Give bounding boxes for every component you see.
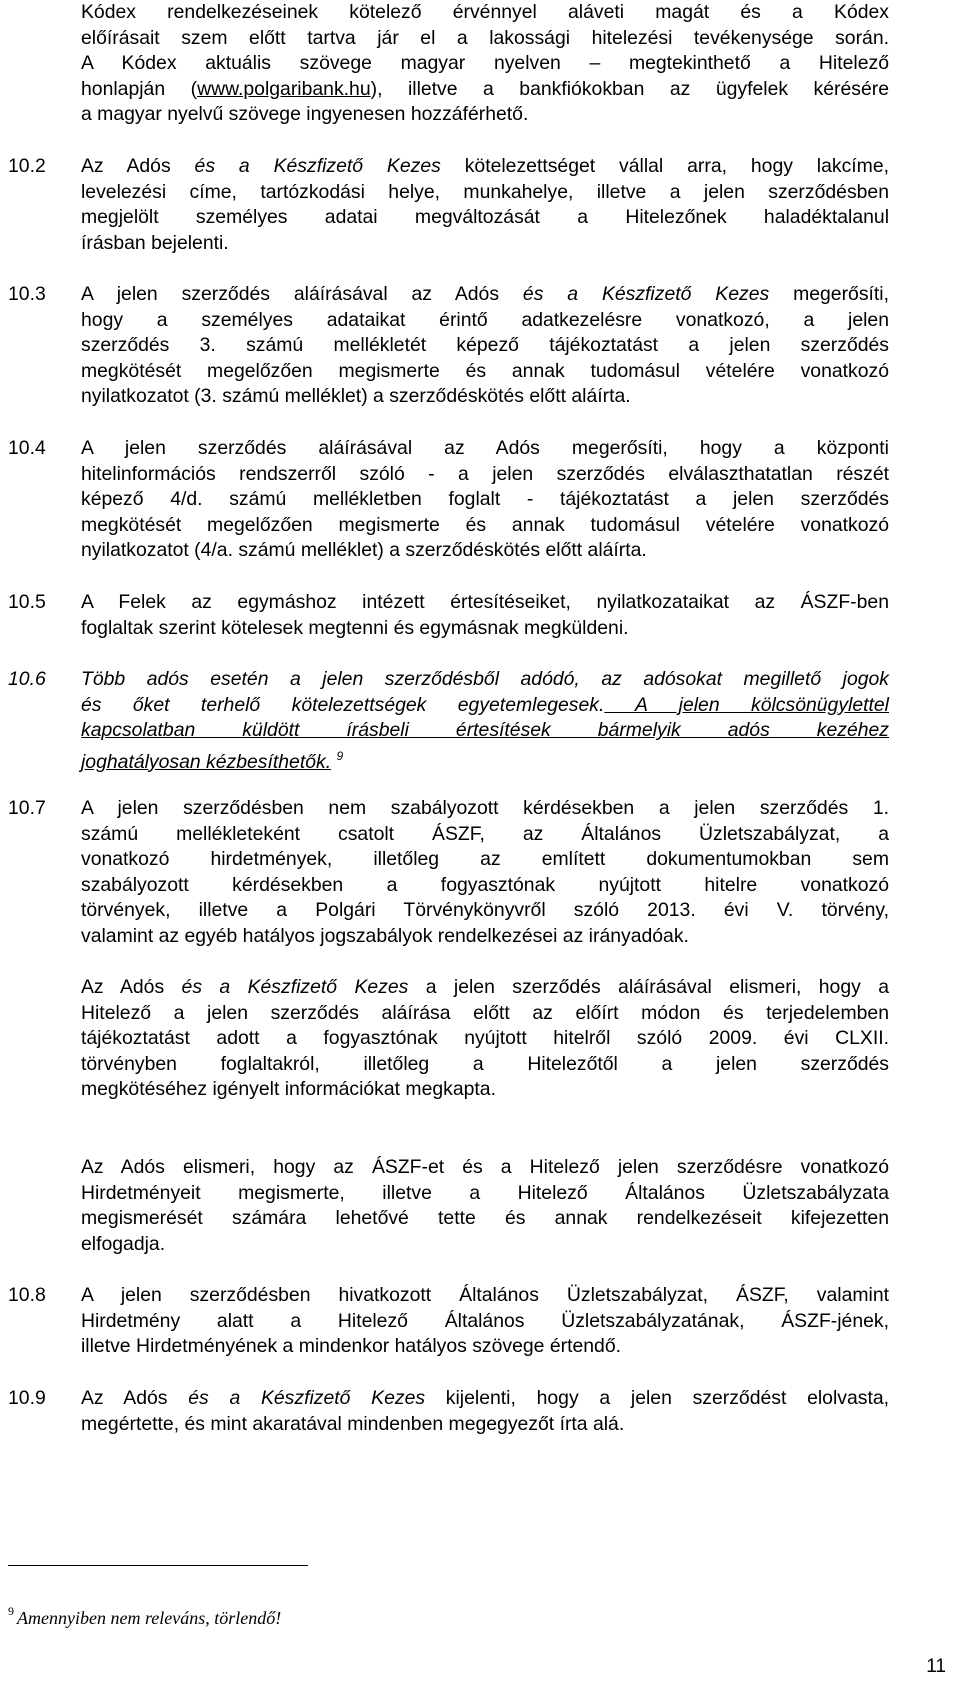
section-10-7-paragraph-3: Az Adós elismeri, hogy az ÁSZF-et és a Hitelező jelen szerződésre vonatkozó Hirdetményeit megismerte, illetve a Hitelező Általános Üzletszabályzata megismerését számára lehetővé tette és annak rendelkezéseit kifejezetten elfogadja. [81,1156,889,1255]
section-number: 10.6 [8,668,46,690]
section-10-3: 10.3 A jelen szerződés aláírásával az Adós és a Készfizető Kezes megerősíti, hogy a személyes adataikat érintő adatkezelésre vonatkozó, a jelen szerződés 3. számú mellékletét képező tájékoztatást a jelen szerződés megkötését megelőzően megismerte és annak tudomásul vételére vonatkozó nyilatkozatot (3. számú melléklet) a szerződéskötés előtt aláírta. [8,283,889,408]
bank-website-link[interactable]: www.polgaribank. [197,77,350,100]
page-number: 11 [926,1656,946,1677]
section-10-2: 10.2 Az Adós és a Készfizető Kezes kötelezettséget vállal arra, hogy lakcíme, levelezési címe, tartózkodási helye, munkahelye, illetve a jelen szerződésben megjelölt személyes adatai megváltozását a Hitelezőnek haladéktalanul írásban bejelenti. [8,155,890,254]
footnote-text: Amennyiben nem releváns, törlendő! [17,1608,282,1628]
intro-paragraph [81,0,889,128]
section-10-7-paragraph-2: Az Adós és a Készfizető Kezes a jelen szerződés aláírásával elismeri, hogy a Hitelező a jelen szerződés aláírása előtt az előírt módon és terjedelemben tájékoztatást adott a fogyasztónak nyújtott hitelről szóló 2009. évi CLXII. törvényben foglaltakról, illetőleg a Hitelezőtől a jelen szerződés megkötéséhez igényelt információkat megkapta. [81,976,889,1101]
bank-website-link-tld[interactable]: hu [349,77,371,100]
section-10-6: 10.6 Több adós esetén a jelen szerződésből adódó, az adósokat megillető jogok és őket terhelő kötelezettségek egyetemlegesek. A jelen kölcsönügylettel kapcsolatban küldött írásbeli értesítések bármelyik adós kezéhez joghatályosan kézbesíthetők. $^9$ [8,668,889,773]
footnote-mark: 9 [8,1604,14,1618]
section-10-4: 10.4 A jelen szerződés aláírásával az Adós megerősíti, hogy a központi hitelinformációs rendszerről szóló - a jelen szerződés elválaszthatatlan részét képező 4/d. számú mellékletben foglalt - tájékoztatást a jelen szerződés megkötését megelőzően megismerte és annak tudomásul vételére vonatkozó nyilatkozatot (4/a. számú melléklet) a szerződéskötés előtt aláírta. [8,437,889,562]
section-10-7: 10.7 A jelen szerződésben nem szabályozott kérdésekben a jelen szerződés 1. számú mellékleteként csatolt ÁSZF, az Általános Üzletszabályzat, a vonatkozó hirdetmények, illetőleg az említett dokumentumokban sem szabályozott kérdésekben a fogyasztónak nyújtott hitelre vonatkozó törvények, illetve a Polgári Törvénykönyvről szóló 2013. évi V. törvény, valamint az egyéb hatályos jogszabályok rendelkezései az irányadóak. [8,797,889,947]
section-number: 10.9 [8,1387,46,1409]
section-10-8: 10.8 A jelen szerződésben hivatkozott Általános Üzletszabályzat, ÁSZF, valamint Hirdetmény alatt a Hitelező Általános Üzletszabályzatának, ÁSZF-jének, illetve Hirdetményének a mindenkor hatályos szövege értendő. [8,1284,889,1358]
intro-line: előírásait szem előtt tartva jár el a lakossági hitelezési tevékenysége során. [81,26,889,49]
intro-line: A Kódex aktuális szövege magyar nyelven – megtekinthető a Hitelező [81,52,889,75]
section-number: 10.7 [8,797,46,819]
intro-line: Kódex rendelkezéseinek kötelező érvénnyel aláveti magát és a Kódex [81,1,889,23]
section-number: 10.3 [8,283,46,305]
footnote [8,1604,281,1629]
intro-line-link: honlapján (www.polgaribank.hu), illetve a bankfiókokban az ügyfelek kérésére [81,77,889,100]
section-number: 10.2 [8,155,46,177]
section-number: 10.8 [8,1284,46,1306]
section-number: 10.4 [8,437,46,459]
intro-line: a magyar nyelvű szövege ingyenesen hozzáférhető. [81,103,529,126]
footnote-reference: 9 [336,748,344,763]
section-number: 10.5 [8,591,46,613]
footnote-divider [8,1565,308,1566]
section-10-5: 10.5 A Felek az egymáshoz intézett értesítéseiket, nyilatkozataikat az ÁSZF-ben foglaltak szerint kötelesek megtenni és egymásnak megküldeni. [8,591,889,639]
section-10-9: 10.9 Az Adós és a Készfizető Kezes kijelenti, hogy a jelen szerződést elolvasta, megértette, és mint akaratával mindenben megegyezőt írta alá. [8,1387,890,1435]
